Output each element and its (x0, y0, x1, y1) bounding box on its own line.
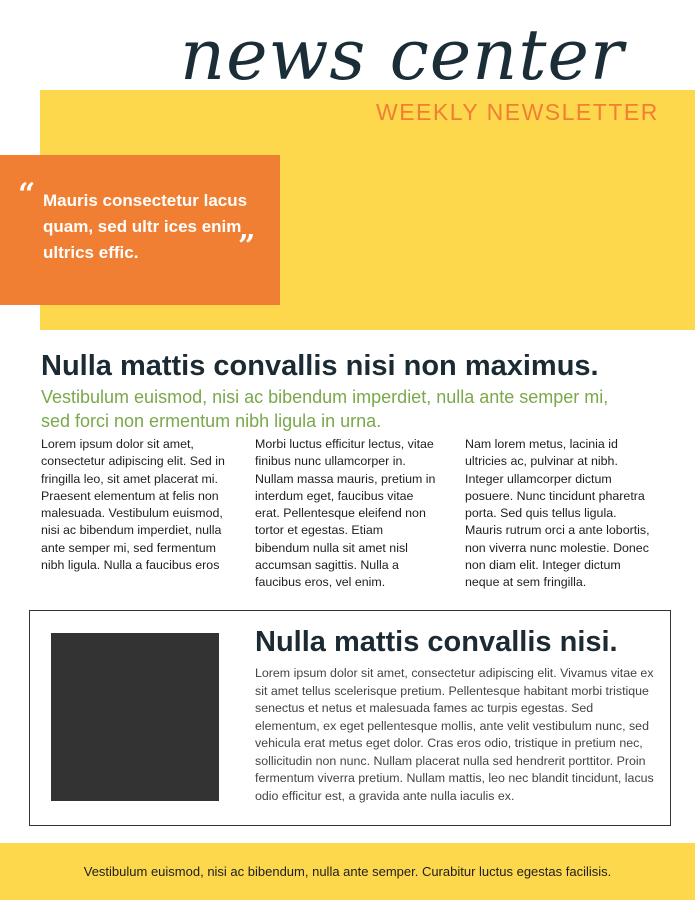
article-column-1: Lorem ipsum dolor sit amet, consectetur adipiscing elit. Sed in fringilla leo, sit amet placerat mi. Praesent elementum at felis non malesuada. Vestibulum euismod, nisi ac bibendum imperdiet, nulla ante semper mi, sed fermentum nibh ligula. Nulla a faucibus eros (41, 437, 225, 573)
close-quote-icon: ” (238, 229, 256, 264)
masthead-subtitle: WEEKLY NEWSLETTER (376, 99, 659, 125)
open-quote-icon: “ (18, 177, 36, 212)
article-column-3: Nam lorem metus, lacinia id ultricies ac, pulvinar at nibh. Integer ullamcorper dictum posuere. Nunc tincidunt pharetra porta. Sed quis tellus ligula. Mauris rutrum orci a ante lobortis, non viverra nunc molestie. Donec non diam elit. Integer dictum neque at sem fringilla. (465, 437, 650, 590)
pull-quote (0, 155, 280, 305)
footer-text: Vestibulum euismod, nisi ac bibendum, nulla ante semper. Curabitur luctus egestas facilisis. (83, 864, 612, 879)
article-headline: Nulla mattis convallis nisi non maximus. (41, 350, 599, 382)
feature-body: Lorem ipsum dolor sit amet, consectetur adipiscing elit. Vivamus vitae ex sit amet tellus scelerisque pretium. Pellentesque habitant morbi tristique senectus et netus et malesuada fames ac turpis egestas. Sed elementum, ex eget pellentesque mollis, ante velit vestibulum nunc, sed vehicula erat metus eget dolor. Cras eros odio, tristique in pretium nec, sollicitudin non nunc. Nullam placerat nulla sed hendrerit porttitor. Proin fermentum viverra pretium. Nullam mattis, leo nec blandit tincidunt, lacus odio efficitur est, a gravida ante nulla iaculis ex. (255, 666, 654, 803)
image-placeholder (51, 633, 219, 801)
masthead-title: news center (180, 14, 625, 96)
article-column-2: Morbi luctus efficitur lectus, vitae finibus nunc ullamcorper in. Nullam massa mauris, pretium in interdum eget, faucibus vitae erat. Pellentesque eleifend non tortor et egestas. Etiam bibendum nulla sit amet nisl accumsan sagittis. Nulla a faucibus eros, vel enim. (255, 437, 436, 590)
footer-banner (0, 843, 695, 900)
pull-quote-text: Mauris consectetur lacus quam, sed ultr ices enim ultrics effic. (43, 191, 248, 262)
feature-headline: Nulla mattis convallis nisi. (255, 626, 618, 658)
article-lead: Vestibulum euismod, nisi ac bibendum imperdiet, nulla ante semper mi, sed forci non ermentum nibh ligula in urna. (41, 387, 609, 431)
